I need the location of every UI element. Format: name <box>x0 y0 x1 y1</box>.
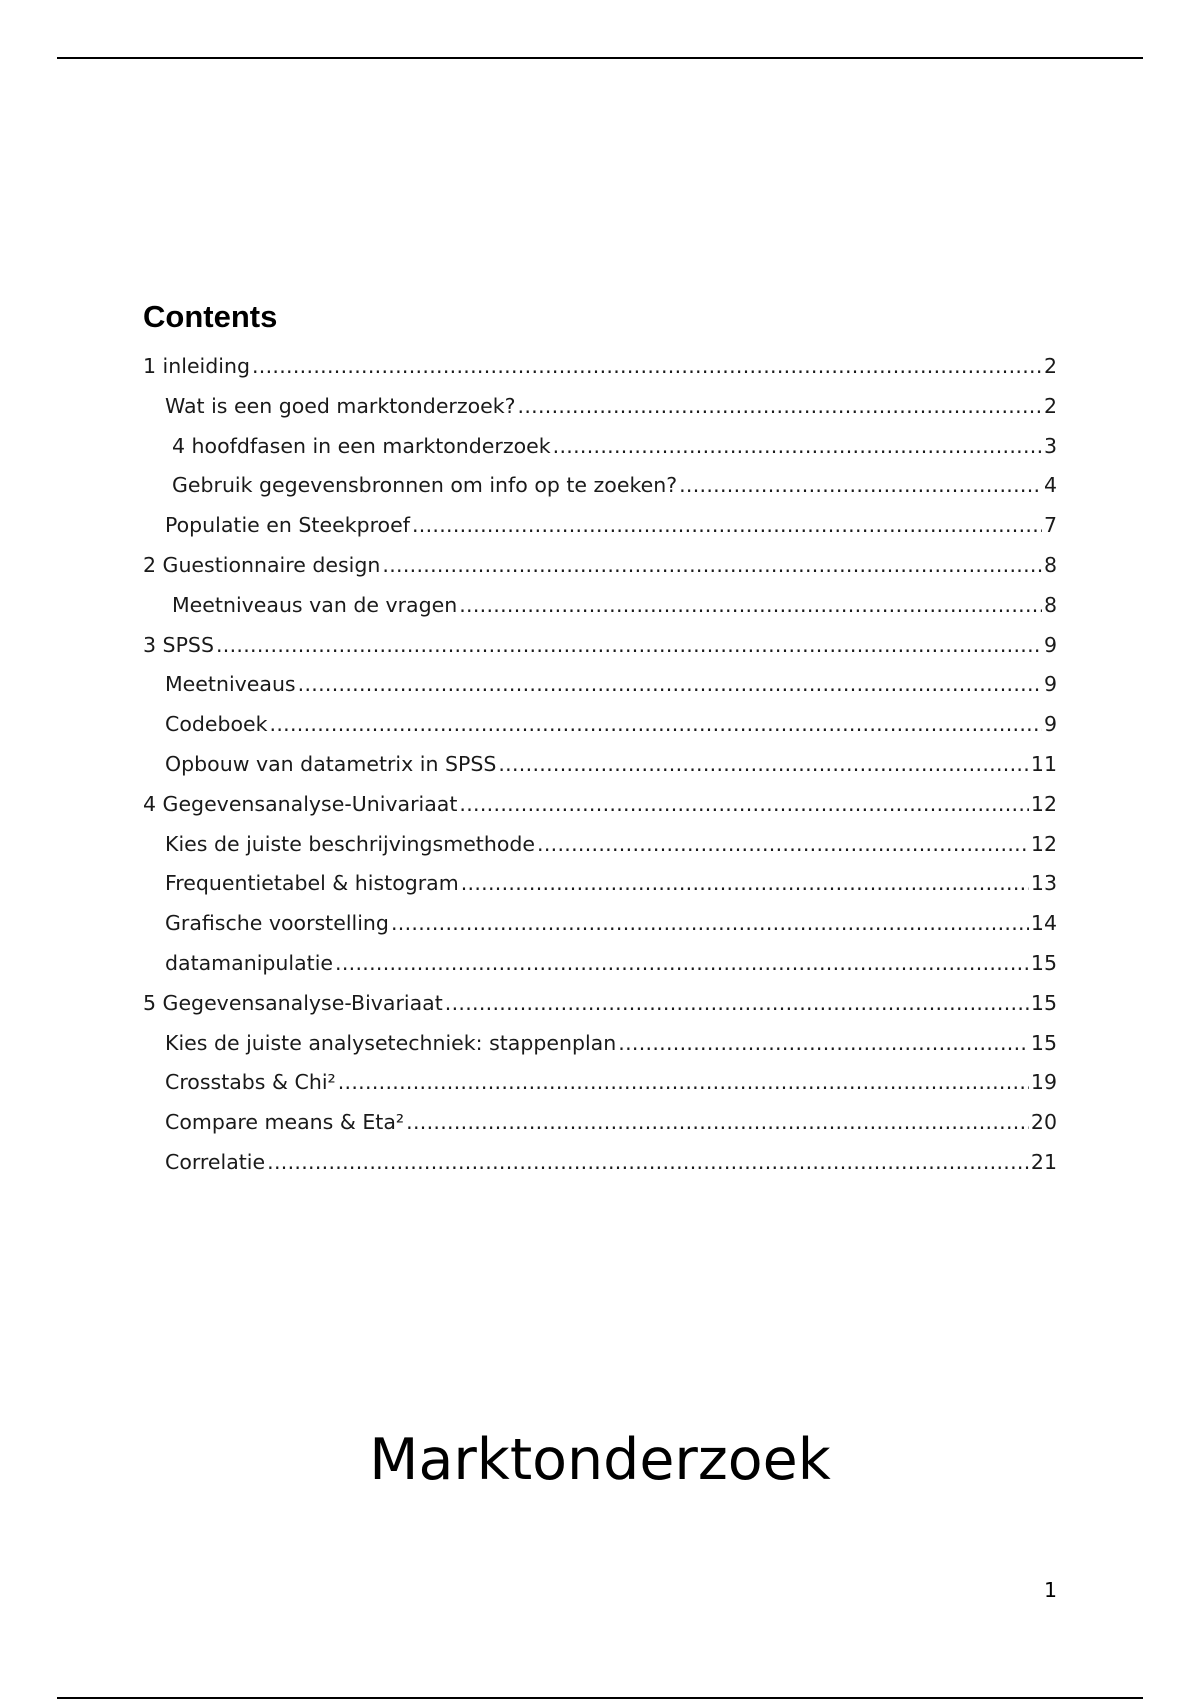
toc-entry-title: 4 hoofdfasen in een marktonderzoek <box>172 433 551 458</box>
toc-entry-page: 15 <box>1030 950 1057 975</box>
toc-dot-leader <box>461 864 1029 904</box>
toc-dot-leader <box>267 1143 1029 1183</box>
toc-entry[interactable] <box>143 904 1057 944</box>
toc-entry-page: 3 <box>1043 433 1057 458</box>
toc-dot-leader <box>445 984 1029 1024</box>
toc-entry-page: 14 <box>1030 911 1057 936</box>
toc-entry[interactable] <box>143 745 1057 785</box>
toc-entry[interactable] <box>143 626 1057 666</box>
toc-entry-title: Populatie en Steekproef <box>165 513 410 538</box>
toc-entry[interactable] <box>143 506 1057 546</box>
toc-entry-page: 2 <box>1043 393 1057 418</box>
toc-entry-title: Grafische voorstelling <box>165 911 389 936</box>
toc-dot-leader <box>406 1103 1029 1143</box>
toc-entry[interactable] <box>143 1024 1057 1064</box>
toc-entry-page: 9 <box>1043 712 1057 737</box>
toc-entry[interactable] <box>143 785 1057 825</box>
toc-dot-leader <box>459 785 1028 825</box>
toc-entry-page: 8 <box>1043 592 1057 617</box>
toc-dot-leader <box>298 665 1042 705</box>
toc-entry[interactable] <box>143 586 1057 626</box>
toc-entry-title: Frequentietabel & histogram <box>165 871 459 896</box>
toc-entry[interactable] <box>143 1063 1057 1103</box>
table-of-contents <box>143 296 1057 1183</box>
toc-entry-title: Kies de juiste analysetechniek: stappenplan <box>165 1030 617 1055</box>
toc-entry-title: Gebruik gegevensbronnen om info op te zoeken? <box>172 473 678 498</box>
page-number: 1 <box>1043 1578 1057 1602</box>
toc-dot-leader <box>338 1063 1029 1103</box>
toc-entry-page: 12 <box>1030 791 1057 816</box>
toc-entry[interactable] <box>143 665 1057 705</box>
toc-entry-title: 2 Guestionnaire design <box>143 552 381 577</box>
toc-dot-leader <box>216 626 1042 666</box>
toc-dot-leader <box>412 506 1042 546</box>
toc-heading: Contents <box>143 299 278 334</box>
toc-entry[interactable] <box>143 1103 1057 1143</box>
toc-list <box>143 347 1057 1183</box>
toc-entry-title: Meetniveaus <box>165 672 296 697</box>
toc-entry-title: datamanipulatie <box>165 950 334 975</box>
toc-dot-leader <box>335 944 1029 984</box>
toc-entry-title: 5 Gegevensanalyse-Bivariaat <box>143 990 443 1015</box>
toc-entry-page: 7 <box>1043 513 1057 538</box>
toc-entry[interactable] <box>143 984 1057 1024</box>
toc-entry-page: 21 <box>1030 1149 1057 1174</box>
toc-entry-page: 12 <box>1030 831 1057 856</box>
document-title: Marktonderzoek <box>369 1427 831 1493</box>
toc-entry[interactable] <box>143 546 1057 586</box>
toc-entry-title: Compare means & Eta² <box>165 1110 405 1135</box>
toc-entry-title: Wat is een goed marktonderzoek? <box>165 393 516 418</box>
toc-dot-leader <box>679 466 1042 506</box>
toc-entry-page: 20 <box>1030 1110 1057 1135</box>
toc-dot-leader <box>459 586 1042 626</box>
toc-entry[interactable] <box>143 864 1057 904</box>
toc-entry[interactable] <box>143 427 1057 467</box>
toc-entry-page: 15 <box>1030 1030 1057 1055</box>
toc-dot-leader <box>498 745 1029 785</box>
footer-rule <box>57 1697 1143 1699</box>
header-rule <box>57 57 1143 59</box>
toc-entry-title: Codeboek <box>165 712 268 737</box>
toc-entry-title: Meetniveaus van de vragen <box>172 592 458 617</box>
toc-entry-page: 2 <box>1043 354 1057 378</box>
toc-entry-title: Opbouw van datametrix in SPSS <box>165 751 497 776</box>
toc-dot-leader <box>252 347 1042 387</box>
toc-entry-page: 4 <box>1043 473 1057 498</box>
toc-entry-title: 4 Gegevensanalyse-Univariaat <box>143 791 458 816</box>
toc-entry[interactable] <box>143 466 1057 506</box>
toc-entry-title: Kies de juiste beschrijvingsmethode <box>165 831 536 856</box>
toc-entry[interactable] <box>143 1143 1057 1183</box>
toc-dot-leader <box>518 387 1042 427</box>
toc-entry-page: 9 <box>1043 632 1057 657</box>
toc-entry-title: 1 inleiding <box>143 354 250 378</box>
toc-dot-leader <box>537 825 1029 865</box>
toc-entry[interactable] <box>143 387 1057 427</box>
toc-entry-title: Crosstabs & Chi² <box>165 1070 336 1095</box>
toc-dot-leader <box>391 904 1029 944</box>
toc-dot-leader <box>553 427 1042 467</box>
toc-dot-leader <box>270 705 1042 745</box>
toc-entry[interactable] <box>143 825 1057 865</box>
toc-entry-title: Correlatie <box>165 1149 266 1174</box>
toc-entry-page: 9 <box>1043 672 1057 697</box>
toc-dot-leader <box>382 546 1042 586</box>
toc-entry-title: 3 SPSS <box>143 632 214 657</box>
toc-entry-page: 13 <box>1030 871 1057 896</box>
toc-dot-leader <box>618 1024 1029 1064</box>
toc-entry[interactable] <box>143 347 1057 387</box>
toc-entry-page: 19 <box>1030 1070 1057 1095</box>
toc-entry-page: 8 <box>1043 552 1057 577</box>
toc-entry-page: 11 <box>1030 751 1057 776</box>
toc-entry[interactable] <box>143 705 1057 745</box>
toc-entry[interactable] <box>143 944 1057 984</box>
toc-entry-page: 15 <box>1030 990 1057 1015</box>
